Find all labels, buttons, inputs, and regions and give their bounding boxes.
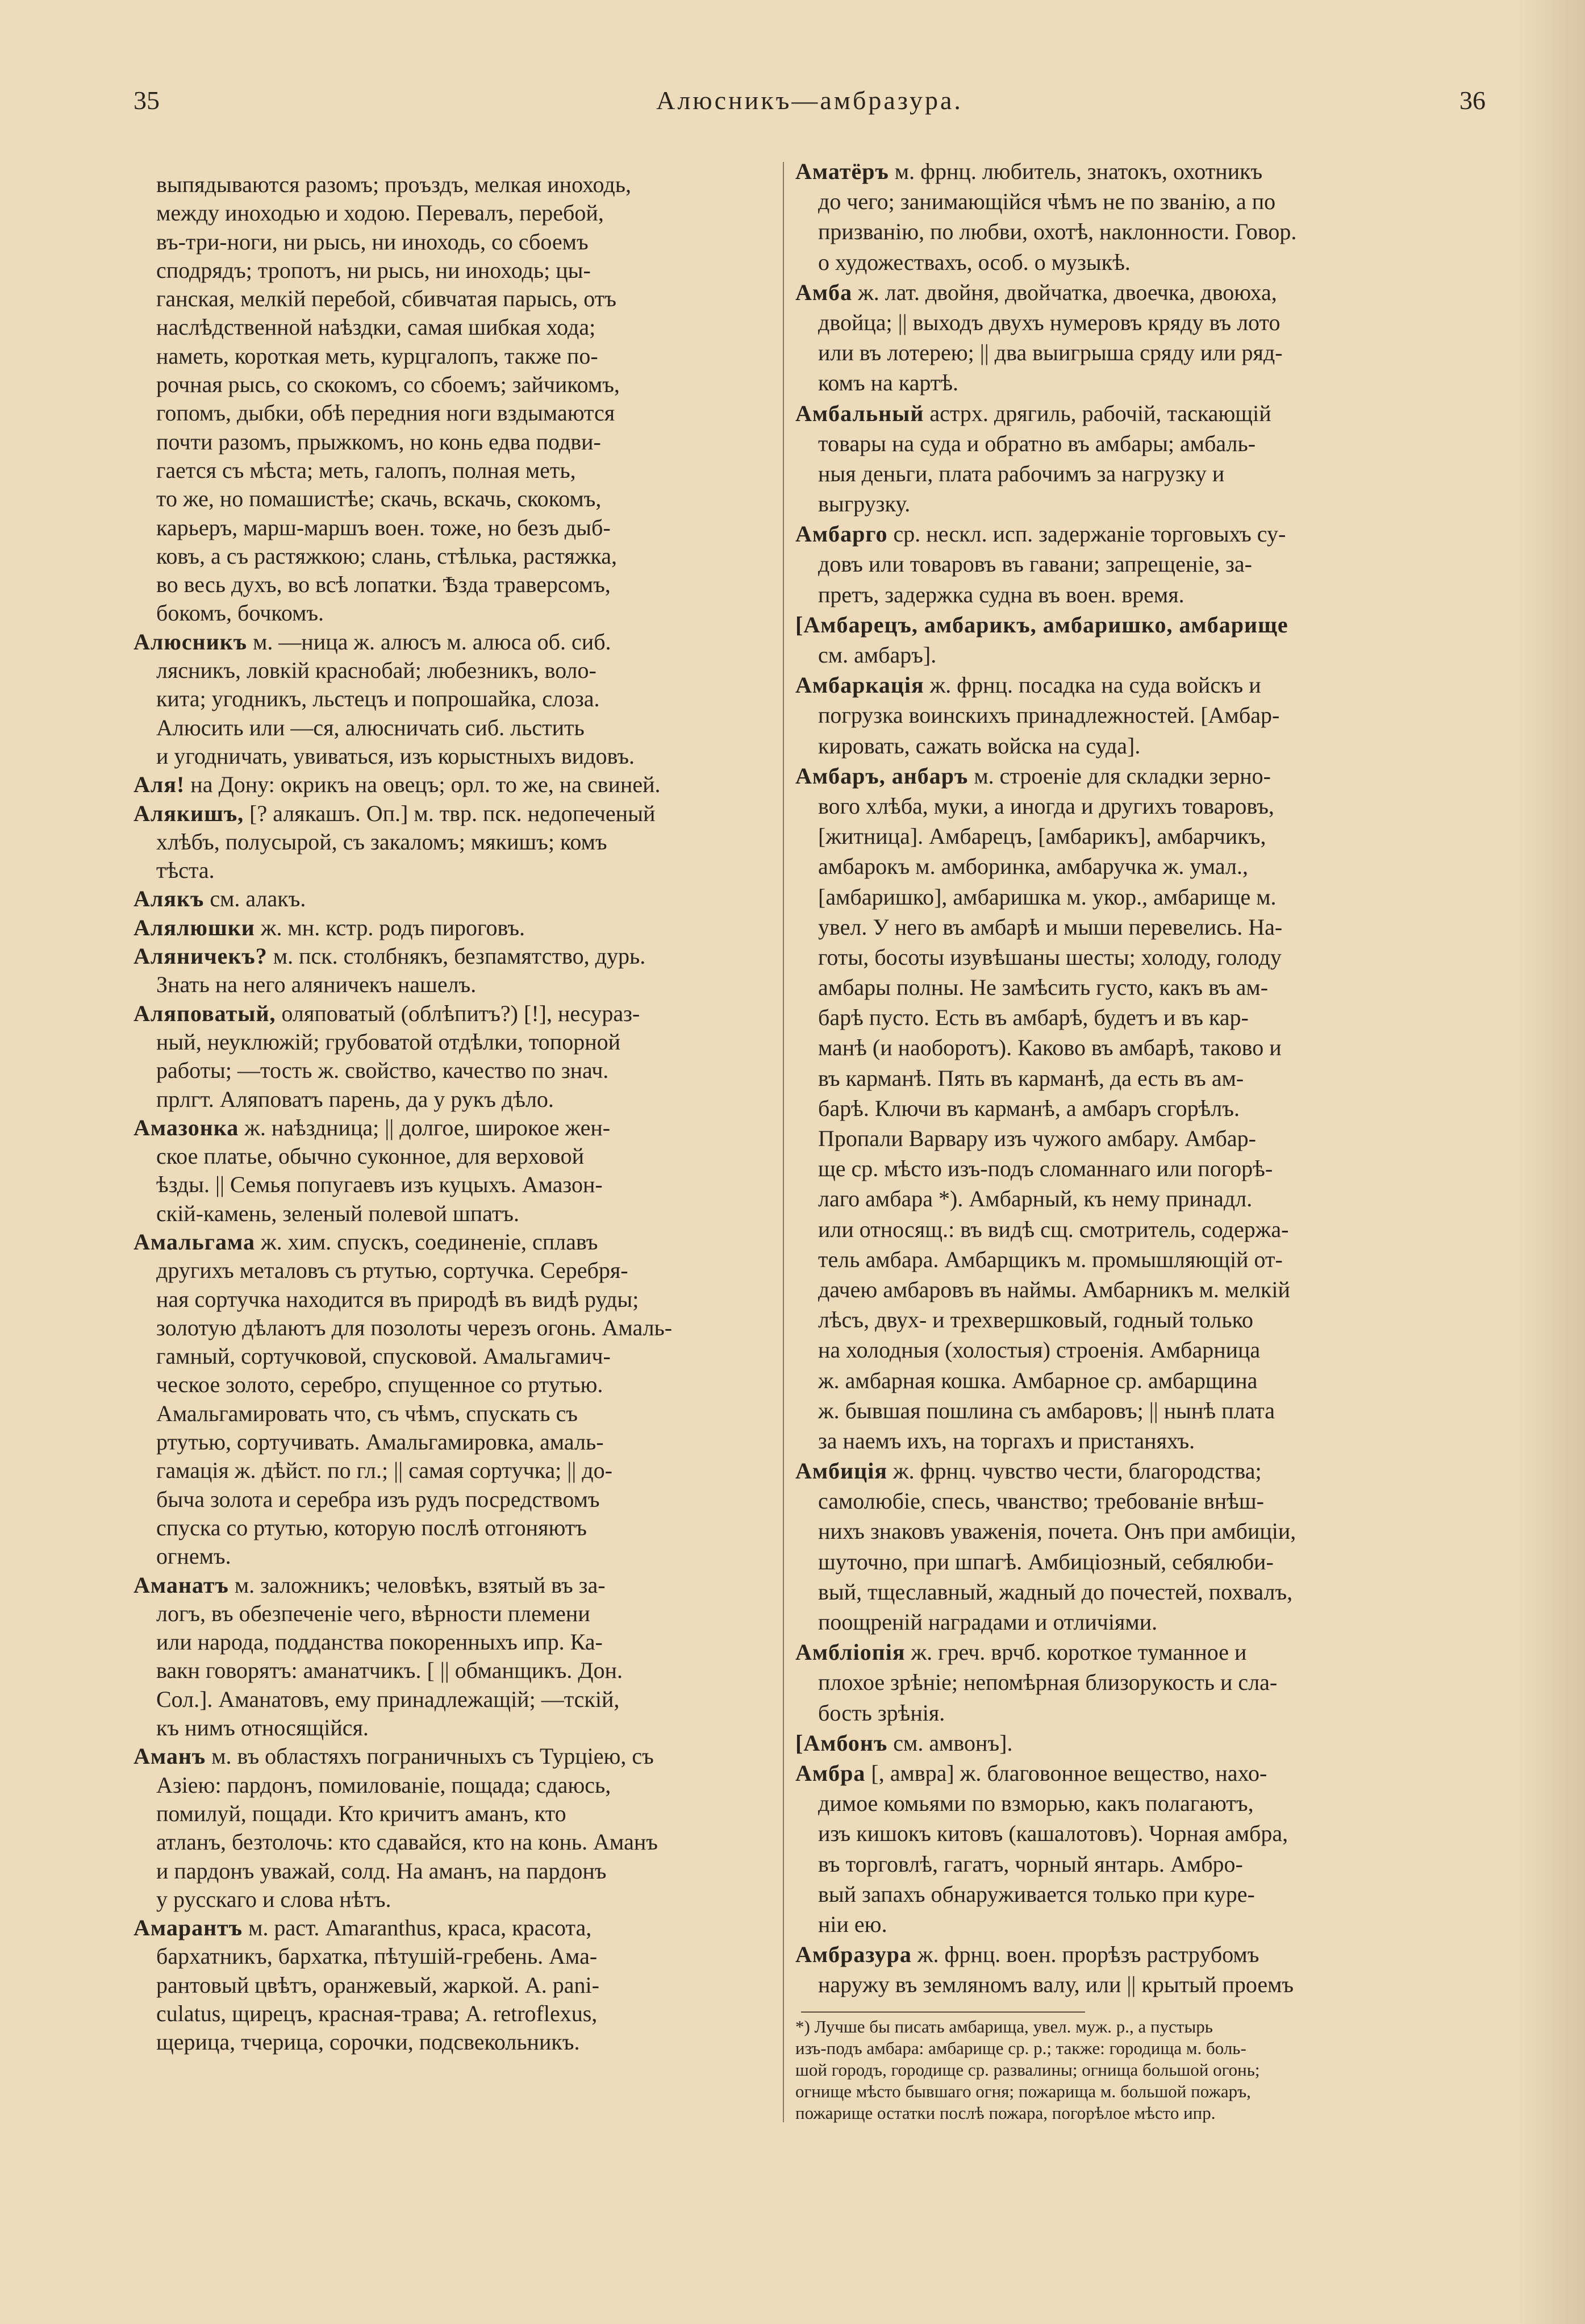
text-line <box>795 580 1483 610</box>
text-line <box>795 1214 1483 1244</box>
line-text: на холодныя (холостыя) строенія. Амбарница <box>818 1337 1261 1363</box>
line-text: пожарище остатки послѣ пожара, погорѣлое мѣсто ипр. <box>795 2103 1216 2123</box>
text-line <box>134 1056 770 1085</box>
text-line <box>795 1365 1483 1396</box>
entry-first-line <box>795 1456 1483 1486</box>
line-text: атланъ, безтолочь: кто сдавайся, кто на конь. Аманъ <box>156 1829 658 1855</box>
line-text: ніи ею. <box>818 1911 887 1937</box>
line-text: щерица, тчерица, сорочки, подсвекольникъ. <box>156 2029 580 2055</box>
text-line <box>795 247 1483 277</box>
line-text: за наемъ ихъ, на торгахъ и пристаняхъ. <box>818 1427 1195 1453</box>
line-text: или относящ.: въ видѣ сщ. смотритель, содержа- <box>818 1216 1289 1242</box>
line-text: увел. У него въ амбарѣ и мыши перевелись. На- <box>818 914 1283 940</box>
text-line <box>134 514 770 542</box>
line-text: самолюбіе, спесь, чванство; требованіе внѣш- <box>818 1488 1264 1514</box>
text-line <box>795 2102 1483 2124</box>
line-text: гамація ж. дѣйст. по гл.; || самая сортучка; || до- <box>156 1457 612 1484</box>
text-line <box>134 1485 770 1514</box>
line-text: Пропали Варвару изъ чужого амбару. Амбар- <box>818 1126 1256 1151</box>
line-text: ж. наѣздница; || долгое, широкое жен- <box>239 1114 611 1140</box>
footnote <box>795 2016 1483 2124</box>
line-text: скій-камень, зеленый полевой шпатъ. <box>156 1200 519 1226</box>
text-line <box>134 399 770 427</box>
text-line <box>134 170 770 199</box>
text-line <box>795 1849 1483 1879</box>
line-text: ѣзды. || Семья попугаевъ изъ куцыхъ. Амазон- <box>156 1172 603 1198</box>
headword: Аляповатый, <box>134 1000 276 1026</box>
entry-first-line <box>795 1728 1483 1758</box>
line-text: м. —ница ж. алюсъ м. алюса об. сиб. <box>247 628 611 655</box>
line-text: лаго амбара *). Амбарный, къ нему принадл. <box>818 1186 1253 1212</box>
line-text: или въ лотерею; || два выигрыша сряду или ряд- <box>818 340 1283 366</box>
line-text: товары на суда и обратно въ амбары; амбаль- <box>818 430 1256 456</box>
line-text: вый запахъ обнаруживается только при куре- <box>818 1881 1255 1907</box>
line-text: гается съ мѣста; меть, галопъ, полная меть, <box>156 457 576 483</box>
text-line <box>795 1909 1483 1939</box>
line-text: см. амбаръ]. <box>818 642 937 668</box>
text-line <box>134 1200 770 1228</box>
text-line <box>134 599 770 627</box>
line-text: вакн говорятъ: аманатчикъ. [ || обманщикъ. Дон. <box>156 1657 623 1684</box>
line-text: Алюсить или —ся, алюсничать сиб. льстить <box>156 714 585 740</box>
line-text: м. въ областяхъ пограничныхъ съ Турціею, съ <box>206 1743 654 1769</box>
headword: Амальгама <box>134 1228 255 1255</box>
line-text: [, амвра] ж. благовонное вещество, нахо- <box>865 1760 1267 1786</box>
line-text: [амбаришко], амбаришка м. укор., амбарище м. <box>818 884 1277 910</box>
text-line <box>795 1244 1483 1275</box>
line-text: логъ, въ обезпеченіе чего, вѣрности племени <box>156 1600 590 1626</box>
line-text: Знать на него аляничекъ нашелъ. <box>156 972 477 998</box>
text-line <box>134 1314 770 1342</box>
line-text: дачею амбаровъ въ наймы. Амбарникъ м. мелкій <box>818 1276 1290 1302</box>
headword: Аматёръ <box>795 159 889 184</box>
entry-first-line <box>134 914 770 942</box>
line-text: ный, неуклюжій; грубоватой отдѣлки, топорной <box>156 1028 621 1055</box>
headword: Алякъ <box>134 886 205 912</box>
text-line <box>795 972 1483 1002</box>
text-line <box>134 971 770 999</box>
headword: Амбаркація <box>795 672 924 698</box>
line-text: ж. лат. двойня, двойчатка, двоечка, двоюха, <box>852 279 1277 305</box>
running-title: Алюсникъ—амбразура. <box>656 86 963 115</box>
line-text: ная сортучка находится въ природѣ въ видѣ руды; <box>156 1286 639 1312</box>
text-line <box>795 338 1483 368</box>
line-text: претъ, задержка судна въ воен. время. <box>818 581 1184 607</box>
line-text: плохое зрѣніе; непомѣрная близорукость и сла- <box>818 1669 1278 1696</box>
headword: Аманатъ <box>134 1572 229 1598</box>
text-line <box>795 1184 1483 1214</box>
entry-first-line <box>134 942 770 971</box>
line-text: оляповатый (облѣпитъ?) [!], несураз- <box>276 1000 640 1026</box>
text-line <box>134 1342 770 1371</box>
line-text: прлгт. Аляповатъ парень, да у рукъ дѣло. <box>156 1086 554 1112</box>
headword: [Амбарецъ, амбарикъ, амбаришко, амбарище <box>795 611 1288 638</box>
line-text: о художествахъ, особ. о музыкѣ. <box>818 249 1131 275</box>
text-line <box>795 1093 1483 1123</box>
line-text: [житница]. Амбарецъ, [амбарикъ], амбарчикъ, <box>818 823 1266 849</box>
line-text: помилуй, пощади. Кто кричитъ аманъ, кто <box>156 1800 566 1826</box>
line-text: и пардонъ уважай, солд. На аманъ, на пардонъ <box>156 1857 607 1884</box>
headword: Амбра <box>795 1760 866 1786</box>
text-line <box>134 2028 770 2056</box>
line-text: см. алакъ. <box>204 886 306 912</box>
line-text: *) Лучше бы писать амбарища, увел. муж. р., а пустырь <box>795 2017 1213 2036</box>
text-line <box>795 731 1483 761</box>
line-text: въ торговлѣ, гагатъ, чорный янтарь. Амбро- <box>818 1851 1243 1877</box>
entry-first-line <box>134 1228 770 1256</box>
text-line <box>134 2000 770 2028</box>
line-text: довъ или товаровъ въ гавани; запрещеніе, за- <box>818 551 1253 577</box>
text-line <box>134 714 770 742</box>
text-line <box>795 700 1483 730</box>
text-line <box>795 1275 1483 1305</box>
text-line <box>134 1171 770 1199</box>
entry-first-line <box>134 1571 770 1600</box>
text-line <box>134 1400 770 1428</box>
headword: Алялюшки <box>134 914 255 940</box>
text-line <box>795 2038 1483 2059</box>
line-text: рантовый цвѣтъ, оранжевый, жаркой. A. pani- <box>156 1972 599 1998</box>
text-line <box>134 1514 770 1542</box>
text-line <box>795 912 1483 942</box>
line-text: огнище мѣсто бывшаго огня; пожарища м. большой пожаръ, <box>795 2081 1251 2101</box>
text-line <box>795 1547 1483 1577</box>
headword: Амба <box>795 279 853 305</box>
line-text: до чего; занимающійся чѣмъ не по званію, а по <box>818 189 1276 215</box>
entry-first-line <box>795 519 1483 549</box>
line-text: выпядываются разомъ; проъздъ, мелкая иноходь, <box>156 172 631 197</box>
text-line <box>134 1771 770 1800</box>
text-line <box>795 1335 1483 1365</box>
text-line <box>795 1516 1483 1546</box>
line-text: м. фрнц. любитель, знатокъ, охотникъ <box>889 159 1263 184</box>
headword: Амбліопія <box>795 1639 906 1665</box>
page-number-right: 36 <box>1459 86 1486 115</box>
text-line <box>795 1969 1483 2000</box>
text-line <box>134 742 770 770</box>
line-text: см. амвонъ]. <box>887 1730 1013 1756</box>
line-text: ское платье, обычно суконное, для верховой <box>156 1143 585 1169</box>
headword: Амбаръ, анбаръ <box>795 763 969 789</box>
right-column <box>795 156 1483 2000</box>
line-text: поощреній наградами и отличіями. <box>818 1609 1158 1635</box>
text-line <box>134 1942 770 1971</box>
text-line <box>795 2081 1483 2102</box>
line-text: м. строеніе для складки зерно- <box>968 763 1271 789</box>
line-text: между иноходью и ходою. Перевалъ, перебой, <box>156 200 604 226</box>
line-text: ковъ, а съ растяжкою; слань, стѣлька, растяжка, <box>156 543 617 569</box>
entry-first-line <box>795 1939 1483 1969</box>
line-text: гамный, сортучковой, спусковой. Амальгамич- <box>156 1343 611 1369</box>
text-line <box>134 685 770 713</box>
text-line <box>134 428 770 456</box>
line-text: спуска со ртутью, которую послѣ отгоняютъ <box>156 1514 587 1540</box>
text-line <box>134 1256 770 1285</box>
entry-first-line <box>795 761 1483 791</box>
line-text: хлѣбъ, полусырой, съ закаломъ; мякишъ; комъ <box>156 828 607 855</box>
line-text: наружу въ земляномъ валу, или || крытый проемъ <box>818 1972 1294 1998</box>
text-line <box>134 828 770 856</box>
line-text: сподрядъ; тропотъ, ни рысь, ни иноходь; цы- <box>156 257 591 283</box>
line-text: ж. амбарная кошка. Амбарное ср. амбарщина <box>818 1367 1258 1393</box>
line-text: работы; —тость ж. свойство, качество по знач. <box>156 1057 609 1084</box>
text-line <box>134 313 770 341</box>
text-line <box>795 459 1483 489</box>
text-line <box>795 882 1483 912</box>
text-line <box>134 1685 770 1714</box>
text-line <box>795 1486 1483 1516</box>
text-line <box>795 1305 1483 1335</box>
headword: Амазонка <box>134 1114 239 1140</box>
text-line <box>795 368 1483 398</box>
line-text: лѣсъ, двух- и трехвершковый, годный только <box>818 1307 1254 1333</box>
text-line <box>795 1032 1483 1063</box>
text-line <box>795 1818 1483 1848</box>
entry-first-line <box>795 156 1483 186</box>
headword: Амбиція <box>795 1458 887 1484</box>
line-text: быча золота и серебра изъ рудъ посредствомъ <box>156 1486 600 1512</box>
text-line <box>134 1885 770 1914</box>
entry-first-line <box>795 610 1483 640</box>
line-text: шуточно, при шпагѣ. Амбиціозный, себялюби- <box>818 1548 1274 1575</box>
line-text: другихъ металовъ съ ртутью, сортучка. Серебря- <box>156 1257 628 1284</box>
text-line <box>795 489 1483 519</box>
line-text: ж. фрнц. чувство чести, благородства; <box>887 1458 1262 1484</box>
text-line <box>134 656 770 685</box>
headword: [Амбонъ <box>795 1730 888 1756</box>
text-line <box>134 485 770 513</box>
text-line <box>795 186 1483 216</box>
text-line <box>795 1002 1483 1032</box>
headword: Амбарго <box>795 521 888 547</box>
line-text: ж. мн. кстр. родъ пироговъ. <box>255 914 525 940</box>
text-line <box>134 256 770 285</box>
headword: Амбальный <box>795 400 924 426</box>
text-line <box>795 1698 1483 1728</box>
entry-first-line <box>134 628 770 656</box>
text-line <box>134 370 770 399</box>
text-line <box>795 1667 1483 1697</box>
text-line <box>134 1800 770 1828</box>
text-line <box>795 307 1483 338</box>
headword: Аля! <box>134 772 185 798</box>
line-text: рочная рысь, со скокомъ, со сбоемъ; зайчикомъ, <box>156 372 620 398</box>
text-line <box>795 2059 1483 2081</box>
running-header <box>134 85 1486 119</box>
line-text: и угодничать, увиваться, изъ корыстныхъ видовъ. <box>156 743 635 769</box>
entry-first-line <box>795 398 1483 428</box>
entry-first-line <box>134 1914 770 1942</box>
left-column <box>134 170 770 2057</box>
line-text: амбарокъ м. амборинка, амбаручка ж. умал., <box>818 853 1248 880</box>
entry-first-line <box>795 277 1483 307</box>
line-text: тель амбара. Амбарщикъ м. промышляющій от- <box>818 1246 1283 1272</box>
text-line <box>134 342 770 370</box>
text-line <box>134 1600 770 1628</box>
text-line <box>795 1063 1483 1093</box>
line-text: астрх. дрягиль, рабочій, таскающій <box>924 400 1271 426</box>
column-divider <box>783 162 784 2122</box>
line-text: ж. хим. спускъ, соединеніе, сплавъ <box>255 1228 598 1255</box>
line-text: culatus, щирецъ, красная-трава; A. retroflexus, <box>156 2001 598 2026</box>
text-line <box>134 1285 770 1314</box>
text-line <box>134 1428 770 1456</box>
text-line <box>134 1714 770 1742</box>
line-text: комъ на картѣ. <box>818 370 959 396</box>
line-text: ж. греч. врчб. короткое туманное и <box>905 1639 1247 1665</box>
line-text: въ карманѣ. Пять въ карманѣ, да есть въ ам- <box>818 1065 1244 1091</box>
line-text: ганская, мелкій перебой, сбивчатая парысь, отъ <box>156 286 616 312</box>
headword: Аляничекъ? <box>134 943 268 969</box>
line-text: бархатникъ, бархатка, пѣтушій-гребень. Ама- <box>156 1943 598 1969</box>
text-line <box>134 1028 770 1056</box>
text-line <box>795 1879 1483 1909</box>
headword: Амбразура <box>795 1942 912 1968</box>
line-text: ж. бывшая пошлина съ амбаровъ; || нынѣ плата <box>818 1397 1275 1423</box>
line-text: бокомъ, бочкомъ. <box>156 600 324 626</box>
line-text: ныя деньги, плата рабочимъ за нагрузку и <box>818 460 1225 486</box>
line-text: наметь, короткая меть, курцгалопъ, также по- <box>156 343 598 369</box>
line-text: Азіею: пардонъ, помилованіе, пощада; сдаюсь, <box>156 1772 611 1798</box>
line-text: выгрузку. <box>818 491 911 517</box>
entry-first-line <box>795 1758 1483 1788</box>
line-text: почти разомъ, прыжкомъ, но конь едва подви- <box>156 428 601 455</box>
line-text: димое комьями по взморью, какъ полагаютъ, <box>818 1790 1254 1817</box>
line-text: двойца; || выходъ двухъ нумеровъ кряду въ лото <box>818 309 1280 335</box>
line-text: лясникъ, ловкій краснобай; любезникъ, воло- <box>156 657 597 684</box>
text-line <box>795 1607 1483 1637</box>
text-line <box>134 1857 770 1885</box>
text-line <box>134 1656 770 1685</box>
line-text: карьеръ, марш-маршъ воен. тоже, но безъ дыб- <box>156 514 611 540</box>
text-line <box>134 1628 770 1656</box>
entry-first-line <box>795 1637 1483 1667</box>
text-line <box>134 1371 770 1399</box>
text-line <box>134 1542 770 1571</box>
text-line <box>795 942 1483 972</box>
text-line <box>134 1142 770 1171</box>
text-line <box>134 1828 770 1856</box>
line-text: амбары полны. Не замѣсить густо, какъ въ ам- <box>818 974 1269 1001</box>
line-text: барѣ. Ключи въ карманѣ, а амбаръ сгорѣлъ. <box>818 1095 1240 1121</box>
line-text: готы, босоты изувѣшаны шесты; холоду, голоду <box>818 944 1282 970</box>
entry-first-line <box>134 770 770 799</box>
line-text: Амальгамировать что, съ чѣмъ, спускать съ <box>156 1400 578 1426</box>
line-text: погрузка воинскихъ принадлежностей. [Амбар- <box>818 702 1280 728</box>
line-text: наслѣдственной наѣздки, самая шибкая хода; <box>156 314 596 340</box>
line-text: барѣ пусто. Есть въ амбарѣ, будетъ и въ кар- <box>818 1005 1249 1031</box>
line-text: у русскаго и слова нѣтъ. <box>156 1886 391 1912</box>
text-line <box>795 1577 1483 1607</box>
text-line <box>134 542 770 570</box>
line-text: изъ-подъ амбара: амбарище ср. р.; также: городища м. боль- <box>795 2038 1246 2058</box>
headword: Аманъ <box>134 1743 206 1769</box>
text-line <box>795 216 1483 247</box>
text-line <box>795 1396 1483 1426</box>
line-text: кита; угодникъ, льстецъ и попрошайка, слоза. <box>156 686 600 712</box>
line-text: ще ср. мѣсто изъ-подъ сломаннаго или погорѣ- <box>818 1156 1273 1182</box>
text-line <box>134 1456 770 1485</box>
line-text: гопомъ, дыбки, обѣ передния ноги вздымаются <box>156 400 615 426</box>
line-text: Сол.]. Аманатовъ, ему принадлежащій; —тскій, <box>156 1686 620 1712</box>
line-text: ср. нескл. исп. задержаніе торговыхъ су- <box>887 521 1286 547</box>
footnote-separator <box>801 2011 1085 2013</box>
entry-first-line <box>134 799 770 828</box>
line-text: золотую дѣлаютъ для позолоты черезъ огонь. Амаль- <box>156 1314 673 1340</box>
line-text: тѣста. <box>156 857 215 884</box>
line-text: призванію, по любви, охотѣ, наклонности. Говор. <box>818 219 1297 245</box>
line-text: м. пск. столбнякъ, безпамятство, дурь. <box>267 943 646 969</box>
page-edge-shadow <box>1517 0 1585 2324</box>
text-line <box>134 856 770 885</box>
line-text: шой городъ, городище ср. развалины; огнища большой огонь; <box>795 2060 1260 2080</box>
text-line <box>134 570 770 599</box>
line-text: ж. фрнц. воен. прорѣзъ раструбомъ <box>911 1942 1259 1968</box>
line-text: ртутью, сортучивать. Амальгамировка, амаль- <box>156 1429 604 1455</box>
text-line <box>795 1426 1483 1456</box>
line-text: въ-три-ноги, ни рысь, ни иноходь, со сбоемъ <box>156 228 589 255</box>
text-line <box>134 456 770 485</box>
line-text: на Дону: окрикъ на овецъ; орл. то же, на свиней. <box>185 772 661 798</box>
text-line <box>134 1085 770 1114</box>
text-line <box>795 1788 1483 1818</box>
text-line <box>134 228 770 256</box>
line-text: вый, тщеславный, жадный до почестей, похвалъ, <box>818 1579 1293 1605</box>
text-line <box>795 640 1483 670</box>
text-line <box>795 851 1483 881</box>
line-text: нихъ знаковъ уваженія, почета. Онъ при амбиціи, <box>818 1518 1296 1544</box>
line-text: манѣ (и наоборотъ). Каково въ амбарѣ, таково и <box>818 1035 1282 1061</box>
text-line <box>795 821 1483 851</box>
entry-first-line <box>134 1114 770 1142</box>
entry-first-line <box>134 999 770 1028</box>
line-text: [? алякашъ. Оп.] м. твр. пск. недопеченый <box>244 800 656 826</box>
text-line <box>795 1153 1483 1184</box>
text-line <box>134 1971 770 2000</box>
headword: Алюсникъ <box>134 628 248 655</box>
line-text: вого хлѣба, муки, а иногда и другихъ товаровъ, <box>818 793 1274 819</box>
line-text: то же, но помашистѣе; скачь, вскачь, скокомъ, <box>156 486 602 512</box>
text-line <box>134 199 770 227</box>
line-text: огнемъ. <box>156 1543 231 1569</box>
text-line <box>795 2016 1483 2038</box>
line-text: ческое золото, серебро, спущенное со ртутью. <box>156 1372 603 1398</box>
page-number-left: 35 <box>134 86 160 115</box>
line-text: кировать, сажать войска на суда]. <box>818 732 1141 759</box>
line-text: ж. фрнц. посадка на суда войскъ и <box>924 672 1261 698</box>
headword: Алякишъ, <box>134 800 244 826</box>
line-text: м. раст. Amaranthus, краса, красота, <box>243 1915 592 1941</box>
line-text: или народа, подданства покоренныхъ ипр. Ка- <box>156 1629 603 1655</box>
line-text: м. заложникъ; человѣкъ, взятый въ за- <box>228 1572 606 1598</box>
line-text: къ нимъ относящійся. <box>156 1715 369 1741</box>
line-text: бость зрѣнія. <box>818 1700 945 1726</box>
text-line <box>134 285 770 313</box>
text-line <box>795 428 1483 459</box>
entry-first-line <box>795 670 1483 700</box>
line-text: изъ кишокъ китовъ (кашалотовъ). Чорная амбра, <box>818 1821 1288 1847</box>
line-text: во весь духъ, во всѣ лопатки. Ѣзда траверсомъ, <box>156 572 611 598</box>
entry-first-line <box>134 885 770 913</box>
entry-first-line <box>134 1742 770 1771</box>
text-line <box>795 791 1483 821</box>
text-line <box>795 549 1483 579</box>
text-line <box>795 1123 1483 1153</box>
headword: Амарантъ <box>134 1915 243 1941</box>
